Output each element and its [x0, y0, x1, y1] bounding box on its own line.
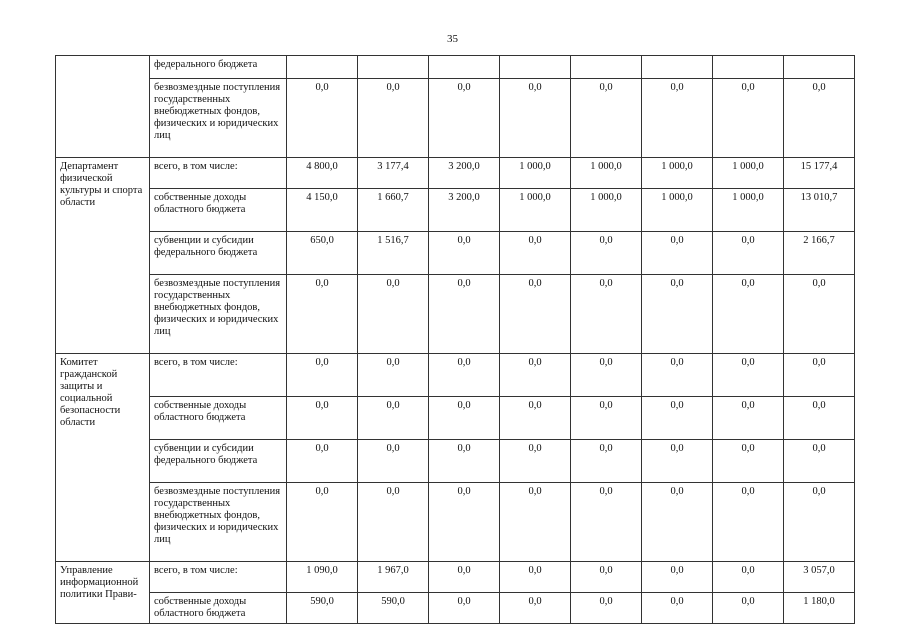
value-cell: 0,0 — [642, 593, 713, 624]
table-row — [56, 593, 855, 624]
value-cell: 0,0 — [571, 397, 642, 440]
value-cell: 1 000,0 — [571, 158, 642, 189]
source-cell: всего, в том числе: — [150, 354, 287, 397]
value-cell: 1 000,0 — [642, 158, 713, 189]
table-row — [56, 79, 855, 158]
value-cell: 0,0 — [713, 440, 784, 483]
value-cell: 0,0 — [713, 483, 784, 562]
value-cell: 0,0 — [642, 483, 713, 562]
value-cell: 0,0 — [429, 79, 500, 158]
value-cell: 1 000,0 — [571, 189, 642, 232]
org-cell — [56, 56, 150, 158]
value-cell: 0,0 — [287, 79, 358, 158]
value-cell: 1 000,0 — [642, 189, 713, 232]
value-cell — [784, 56, 855, 79]
value-cell: 0,0 — [642, 562, 713, 593]
value-cell: 3 200,0 — [429, 158, 500, 189]
value-cell: 0,0 — [429, 397, 500, 440]
source-cell: субвенции и субсидии федерального бюджета — [150, 232, 287, 275]
table-row — [56, 189, 855, 232]
value-cell: 0,0 — [429, 593, 500, 624]
source-cell: субвенции и субсидии федерального бюджета — [150, 440, 287, 483]
table-row — [56, 56, 855, 79]
value-cell: 0,0 — [713, 562, 784, 593]
value-cell: 0,0 — [500, 483, 571, 562]
value-cell: 0,0 — [429, 232, 500, 275]
value-cell: 0,0 — [358, 354, 429, 397]
value-cell: 0,0 — [500, 440, 571, 483]
value-cell: 0,0 — [500, 275, 571, 354]
value-cell: 0,0 — [713, 79, 784, 158]
table-row — [56, 275, 855, 354]
value-cell: 1 000,0 — [500, 158, 571, 189]
value-cell — [642, 56, 713, 79]
value-cell: 0,0 — [358, 275, 429, 354]
table-row — [56, 483, 855, 562]
value-cell: 0,0 — [642, 232, 713, 275]
value-cell: 0,0 — [713, 232, 784, 275]
value-cell: 0,0 — [642, 440, 713, 483]
value-cell: 1 090,0 — [287, 562, 358, 593]
value-cell: 0,0 — [713, 275, 784, 354]
value-cell: 0,0 — [287, 275, 358, 354]
value-cell: 3 200,0 — [429, 189, 500, 232]
value-cell: 0,0 — [784, 79, 855, 158]
value-cell: 0,0 — [429, 275, 500, 354]
source-cell: федерального бюджета — [150, 56, 287, 79]
source-cell: всего, в том числе: — [150, 158, 287, 189]
value-cell: 0,0 — [429, 562, 500, 593]
value-cell — [713, 56, 784, 79]
table-row — [56, 397, 855, 440]
source-cell: безвозмездные поступления государственных внебюджетных фондов, физических и юридических лиц — [150, 79, 287, 158]
value-cell: 0,0 — [784, 397, 855, 440]
value-cell: 1 967,0 — [358, 562, 429, 593]
value-cell: 0,0 — [500, 354, 571, 397]
value-cell: 0,0 — [287, 440, 358, 483]
value-cell: 0,0 — [713, 397, 784, 440]
value-cell: 0,0 — [571, 79, 642, 158]
value-cell — [358, 56, 429, 79]
value-cell: 3 177,4 — [358, 158, 429, 189]
value-cell: 0,0 — [571, 440, 642, 483]
value-cell: 1 000,0 — [713, 158, 784, 189]
value-cell: 0,0 — [500, 593, 571, 624]
value-cell: 4 150,0 — [287, 189, 358, 232]
value-cell: 0,0 — [358, 483, 429, 562]
value-cell: 0,0 — [358, 79, 429, 158]
value-cell — [287, 56, 358, 79]
value-cell: 0,0 — [500, 232, 571, 275]
value-cell: 0,0 — [429, 483, 500, 562]
value-cell: 0,0 — [287, 397, 358, 440]
value-cell: 0,0 — [500, 79, 571, 158]
value-cell: 13 010,7 — [784, 189, 855, 232]
value-cell: 0,0 — [784, 440, 855, 483]
value-cell: 590,0 — [358, 593, 429, 624]
value-cell: 590,0 — [287, 593, 358, 624]
value-cell: 0,0 — [429, 354, 500, 397]
value-cell: 1 000,0 — [713, 189, 784, 232]
value-cell: 0,0 — [713, 593, 784, 624]
source-cell: собственные доходы областного бюджета — [150, 189, 287, 232]
value-cell: 0,0 — [571, 275, 642, 354]
value-cell: 0,0 — [642, 354, 713, 397]
value-cell: 0,0 — [500, 562, 571, 593]
value-cell: 0,0 — [642, 79, 713, 158]
table-row — [56, 354, 855, 397]
value-cell — [429, 56, 500, 79]
table-row — [56, 158, 855, 189]
page-number: 35 — [447, 33, 458, 45]
value-cell: 0,0 — [784, 483, 855, 562]
org-cell: Комитет гражданской защиты и социальной безопасности области — [56, 354, 150, 562]
source-cell: безвозмездные поступления государственных внебюджетных фондов, физических и юридических лиц — [150, 275, 287, 354]
value-cell: 0,0 — [642, 275, 713, 354]
value-cell: 4 800,0 — [287, 158, 358, 189]
value-cell: 0,0 — [571, 354, 642, 397]
source-cell: безвозмездные поступления государственных внебюджетных фондов, физических и юридических лиц — [150, 483, 287, 562]
value-cell: 1 516,7 — [358, 232, 429, 275]
value-cell: 0,0 — [784, 275, 855, 354]
budget-table — [55, 55, 855, 624]
value-cell: 0,0 — [429, 440, 500, 483]
value-cell: 3 057,0 — [784, 562, 855, 593]
value-cell: 0,0 — [358, 397, 429, 440]
table-row — [56, 232, 855, 275]
value-cell: 2 166,7 — [784, 232, 855, 275]
table-row — [56, 562, 855, 593]
source-cell: собственные доходы областного бюджета — [150, 593, 287, 624]
value-cell: 1 180,0 — [784, 593, 855, 624]
value-cell: 0,0 — [287, 483, 358, 562]
value-cell: 0,0 — [500, 397, 571, 440]
value-cell: 0,0 — [571, 483, 642, 562]
source-cell: всего, в том числе: — [150, 562, 287, 593]
value-cell: 15 177,4 — [784, 158, 855, 189]
value-cell — [500, 56, 571, 79]
value-cell: 0,0 — [358, 440, 429, 483]
value-cell: 0,0 — [287, 354, 358, 397]
value-cell: 0,0 — [713, 354, 784, 397]
value-cell: 0,0 — [642, 397, 713, 440]
value-cell: 0,0 — [571, 232, 642, 275]
source-cell: собственные доходы областного бюджета — [150, 397, 287, 440]
value-cell: 0,0 — [571, 562, 642, 593]
org-cell: Управление информационной политики Прави- — [56, 562, 150, 624]
value-cell: 1 660,7 — [358, 189, 429, 232]
org-cell: Департамент физической культуры и спорта области — [56, 158, 150, 354]
value-cell — [571, 56, 642, 79]
value-cell: 1 000,0 — [500, 189, 571, 232]
value-cell: 650,0 — [287, 232, 358, 275]
value-cell: 0,0 — [784, 354, 855, 397]
value-cell: 0,0 — [571, 593, 642, 624]
table-row — [56, 440, 855, 483]
